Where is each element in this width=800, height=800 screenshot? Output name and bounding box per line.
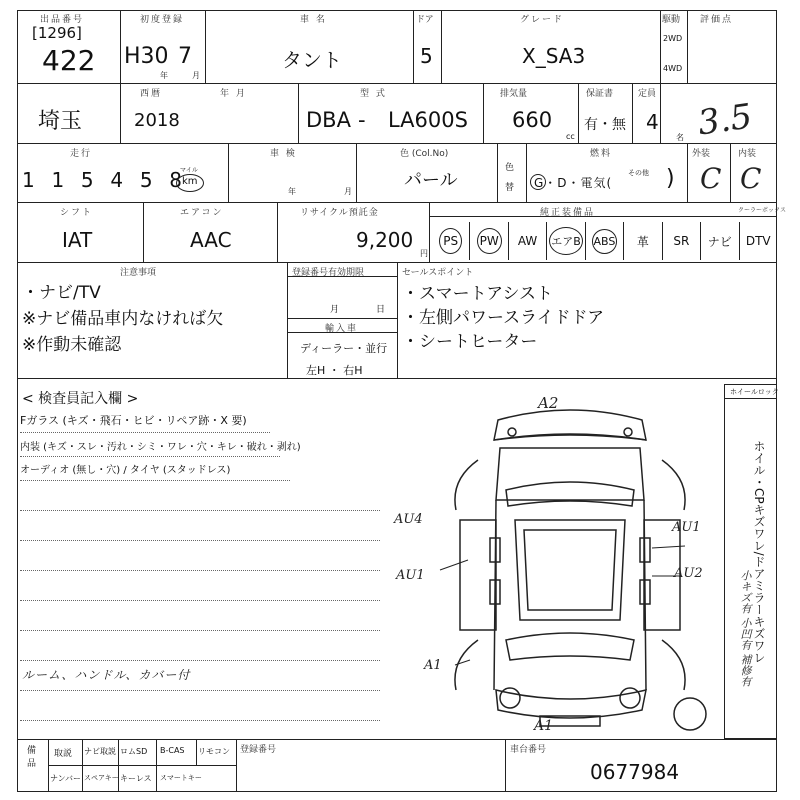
dealer-parallel: ディーラー・並行	[300, 342, 388, 355]
drive-label: 駆動	[662, 15, 681, 25]
color-side2: 替	[505, 183, 515, 193]
mileage-digit: 5	[139, 168, 153, 192]
mileage-label: 走行	[70, 149, 93, 159]
drive-2wd: 2WD	[663, 34, 683, 43]
exterior-grade: C	[700, 162, 722, 195]
equipment-label: 純正装備品	[540, 208, 596, 218]
mileage-digit: 1	[51, 168, 65, 192]
mark-au1-right: AU1	[672, 520, 701, 535]
capacity-unit: 名	[676, 133, 684, 142]
attention-list	[22, 280, 223, 358]
footer-item: スマートキー	[160, 774, 202, 782]
plate-label: 車 検	[270, 149, 297, 159]
mileage-digit: 8	[169, 168, 182, 192]
fuel-label: 燃料	[590, 149, 613, 159]
attention-label: 注意事項	[120, 268, 157, 278]
displacement: 660	[512, 108, 553, 132]
prefecture: 埼玉	[38, 109, 83, 134]
displacement-unit: cc	[566, 132, 575, 141]
model-dash: -	[358, 108, 366, 132]
lot-header-label: 出品番号	[40, 15, 85, 25]
reg-number-label: 登録番号	[240, 745, 277, 755]
footer-item: ナンバー	[50, 774, 82, 783]
handle-side: 左H ・ 右H	[306, 364, 363, 377]
warranty-label: 保証書	[586, 89, 614, 99]
color-value: パール	[404, 170, 458, 191]
mark-au2: AU2	[674, 566, 703, 581]
side-note2: 小キズ有 小凹有 補修有	[739, 570, 752, 687]
side-note: ホイル・CPキズワレ/ドアミラーキズワレ	[752, 440, 766, 664]
prefecture-label: 西暦	[140, 89, 163, 99]
door-label: ドア	[416, 15, 434, 25]
reg-day-mark: 日	[376, 305, 386, 315]
mileage-digit: 1	[22, 168, 35, 192]
door-count: 5	[420, 44, 433, 68]
footer-side-label: 備品	[25, 745, 35, 771]
mileage-unit-alt: マイル	[180, 167, 198, 174]
attention-item: ※ナビ備品車内なければ欠	[22, 309, 224, 329]
year-month-label: 年 月	[220, 89, 247, 99]
shift-value: IAT	[62, 228, 93, 252]
mileage-unit: km	[182, 176, 198, 187]
interior-label: 内装	[738, 149, 757, 159]
interior-grade: C	[740, 162, 762, 195]
displacement-label: 排気量	[500, 89, 528, 99]
eval-label: 評価点	[700, 15, 734, 25]
model-label: 型 式	[360, 89, 387, 99]
car-name: タント	[282, 48, 342, 72]
inspector-title: < 検査員記入欄 >	[22, 391, 139, 407]
month-mark: 月	[192, 71, 200, 80]
handwritten-note: ルーム、ハンドル、カバー付	[22, 668, 191, 682]
wheel-lock-label: ホイールロック	[730, 388, 779, 396]
capacity-label: 定員	[638, 89, 657, 99]
footer-item: 取説	[54, 749, 73, 759]
reg-month: 7	[178, 44, 192, 69]
chassis-label: 車台番号	[510, 745, 547, 755]
equipment-aw: AW	[509, 222, 547, 260]
grade-label: グレード	[520, 15, 565, 25]
recycle-value: 9,200	[356, 228, 414, 252]
footer-item: B-CAS	[160, 746, 185, 755]
equipment-leather: 革	[624, 222, 662, 260]
reg-month-mark: 月	[330, 305, 340, 315]
inspector-line: 内装 (キズ・スレ・汚れ・シミ・ワレ・穴・キレ・破れ・剥れ)	[20, 442, 301, 453]
attention-item: ・ナビ/TV	[22, 283, 101, 303]
equipment-airbag: エアB	[547, 222, 585, 260]
sales-item: ・左側パワースライドドア	[402, 308, 605, 328]
fuel-value: G・D・電気(	[534, 176, 613, 190]
inspector-line: オーディオ (無し・穴) / タイヤ (スタッドレス)	[20, 465, 231, 476]
fuel-close: )	[666, 166, 675, 191]
year-mark: 年	[160, 71, 168, 80]
warranty-value: 有・無	[584, 117, 626, 133]
year: 2018	[134, 110, 180, 131]
mileage-digit: 5	[80, 168, 94, 192]
car-outline	[455, 410, 685, 726]
cooler-label: クーラーボックス	[738, 207, 786, 214]
fuel-other: その他	[628, 169, 649, 177]
footer-item: スペアキー	[84, 774, 119, 782]
equipment-list	[432, 222, 777, 260]
footer-item: ナビ取説	[84, 747, 116, 756]
equipment-sr: SR	[663, 222, 701, 260]
equipment-navi: ナビ	[701, 222, 739, 260]
evaluation-score: 3.5	[695, 96, 755, 144]
equipment-ps: PS	[432, 222, 470, 260]
car-name-label: 車 名	[300, 15, 327, 25]
mark-a1-bottom: A1	[534, 718, 554, 734]
footer-item: キーレス	[120, 774, 152, 783]
registration-label: 登録番号有効期限	[292, 268, 365, 278]
sales-list	[402, 282, 604, 354]
mark-au1-left: AU1	[396, 568, 425, 583]
sales-item: ・スマートアシスト	[402, 284, 553, 304]
sales-item: ・シートヒーター	[402, 332, 538, 352]
drive-4wd: 4WD	[663, 64, 683, 73]
mileage-digit: 4	[110, 168, 124, 192]
mileage-digits	[22, 168, 182, 192]
inspector-line: Fガラス (キズ・飛石・ヒビ・リペア跡・X 要)	[20, 414, 247, 427]
chassis-number: 0677984	[590, 760, 680, 784]
first-reg-label: 初度登録	[140, 15, 185, 25]
lot-code: [1296]	[32, 24, 82, 42]
car-diagram	[420, 390, 720, 740]
shift-label: シフト	[60, 208, 94, 218]
footer-item: リモコン	[198, 747, 230, 756]
attention-item: ※作動未確認	[22, 335, 122, 355]
equipment-pw: PW	[470, 222, 508, 260]
exterior-label: 外装	[692, 149, 711, 159]
model-code: LA600S	[388, 108, 468, 132]
plate-month-mark: 月	[344, 187, 352, 196]
mark-a1-left: A1	[424, 658, 442, 673]
era-year: H30	[124, 44, 169, 69]
mark-au4: AU4	[394, 512, 423, 527]
aircon-label: エアコン	[180, 208, 224, 218]
lot-number: 422	[42, 44, 96, 77]
recycle-label: リサイクル預託金	[300, 208, 379, 218]
recycle-unit: 円	[420, 249, 428, 258]
mark-a2: A2	[538, 394, 559, 412]
grade-value: X_SA3	[522, 44, 586, 68]
plate-year-mark: 年	[288, 187, 296, 196]
aircon-value: AAC	[190, 228, 232, 252]
import-label: 輸入車	[325, 324, 359, 334]
equipment-dtv: DTV	[745, 234, 771, 248]
color-side1: 色	[505, 163, 515, 173]
capacity: 4	[646, 110, 659, 134]
model-prefix: DBA	[306, 108, 351, 132]
sales-label: セールスポイント	[402, 268, 474, 278]
color-label: 色 (Col.No)	[400, 149, 449, 159]
equipment-abs: ABS	[586, 222, 624, 260]
footer-item: ロムSD	[120, 747, 148, 756]
